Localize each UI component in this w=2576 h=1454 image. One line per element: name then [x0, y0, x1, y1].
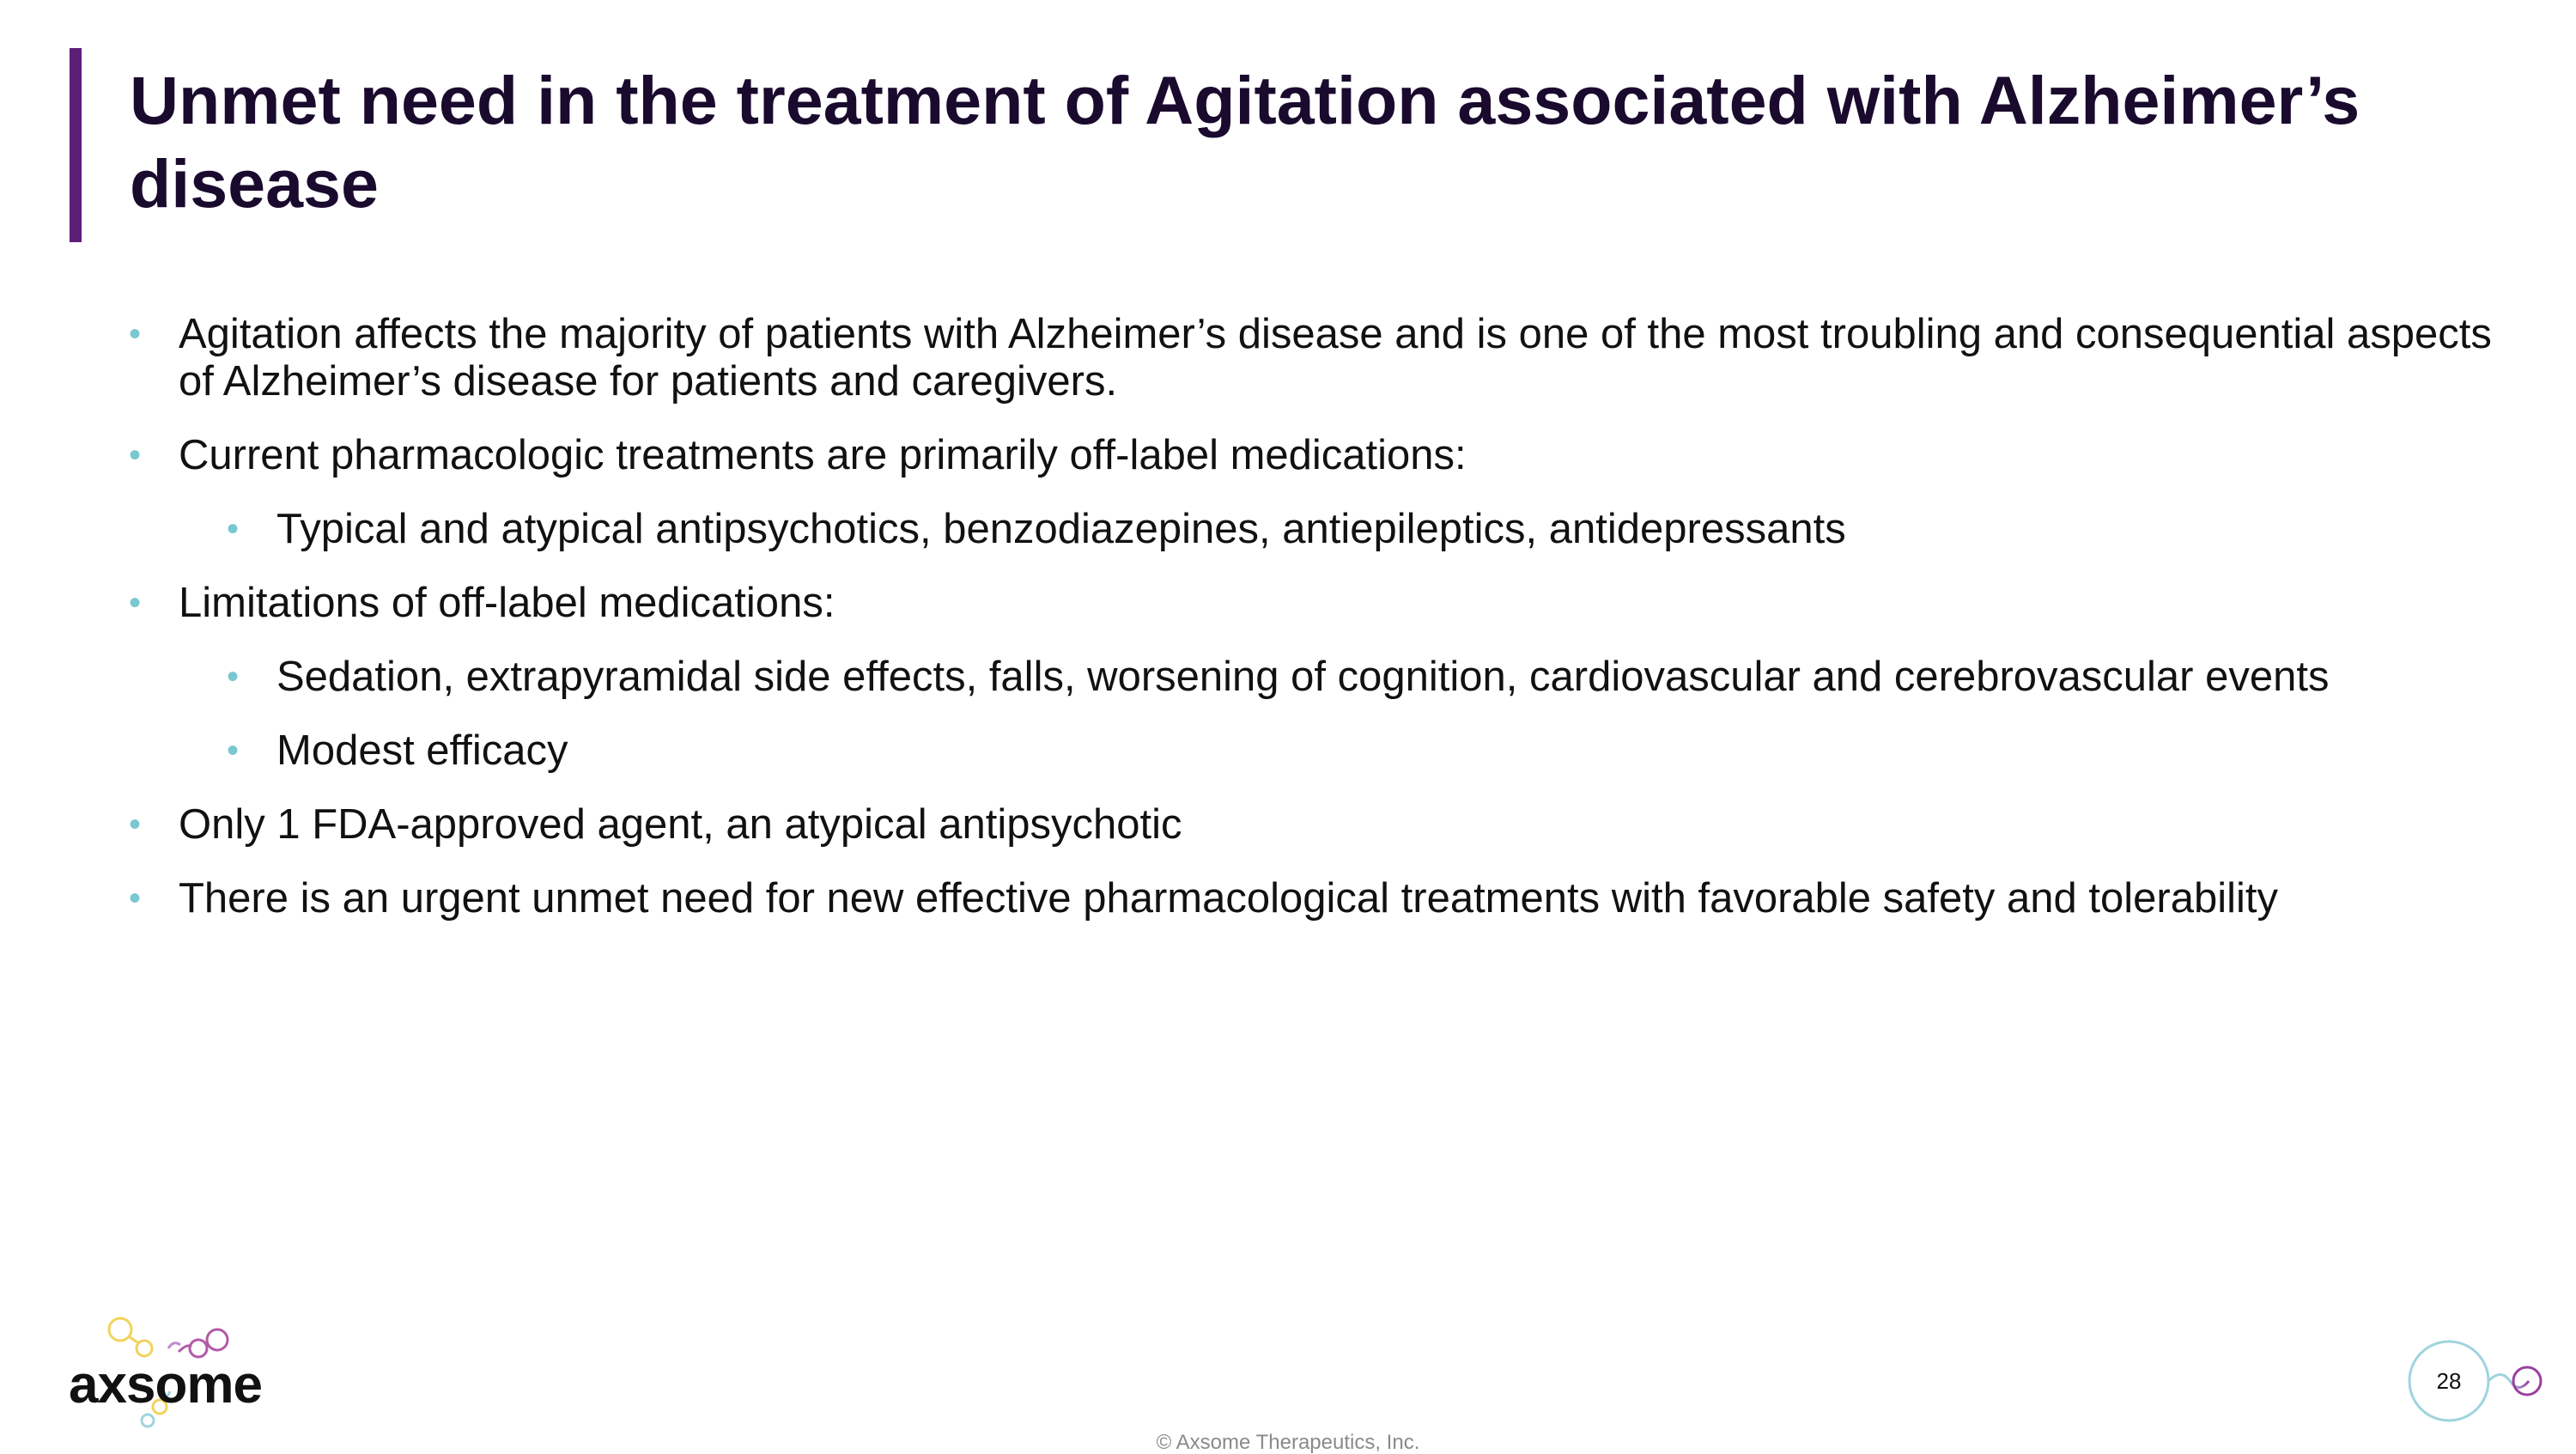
slide-title: Unmet need in the treatment of Agitation associated with Alzheimer’s disease [130, 62, 2360, 222]
sub-bullet-item [129, 506, 2499, 553]
page-number: 28 [2436, 1368, 2462, 1394]
bullet-item [129, 580, 2499, 627]
title-accent-bar [70, 48, 82, 242]
bullet-text: Only 1 FDA-approved agent, an atypical antipsychotic [179, 801, 1182, 848]
bullet-dot-icon: • [227, 658, 240, 696]
bullet-text: Sedation, extrapyramidal side effects, falls, worsening of cognition, cardiovascular and cerebrovascular events [276, 654, 2330, 700]
bullet-text: Current pharmacologic treatments are primarily off-label medications: [179, 432, 1467, 478]
bullet-dot-icon: • [227, 732, 240, 770]
bullet-list [129, 311, 2499, 949]
bullet-dot-icon: • [129, 315, 142, 353]
copyright-notice: © Axsome Therapeutics, Inc. [1156, 1431, 1420, 1454]
bullet-text: Typical and atypical antipsychotics, benzodiazepines, antiepileptics, antidepressants [276, 506, 1846, 552]
bullet-dot-icon: • [129, 806, 142, 843]
axsome-logo [67, 1314, 273, 1434]
bullet-item [129, 432, 2499, 479]
bullet-text: Agitation affects the majority of patients with Alzheimer’s disease and is one of the most troubling and consequential aspects of Alzheimer’s disease for patients and caregivers. [179, 311, 2492, 405]
bullet-item [129, 311, 2499, 405]
bullet-item [129, 875, 2499, 922]
bullet-text: Modest efficacy [276, 727, 568, 774]
bullet-text: Limitations of off-label medications: [179, 580, 835, 626]
bullet-dot-icon: • [129, 584, 142, 622]
bullet-item [129, 801, 2499, 849]
page-number-badge [2400, 1335, 2546, 1430]
sub-bullet-item [129, 654, 2499, 701]
sub-bullet-item [129, 727, 2499, 775]
bullet-dot-icon: • [227, 510, 240, 548]
bullet-dot-icon: • [129, 436, 142, 474]
bullet-dot-icon: • [129, 879, 142, 917]
bullet-text: There is an urgent unmet need for new effective pharmacological treatments with favorable safety and tolerability [179, 875, 2278, 922]
logo-wordmark: axsome [69, 1355, 262, 1414]
